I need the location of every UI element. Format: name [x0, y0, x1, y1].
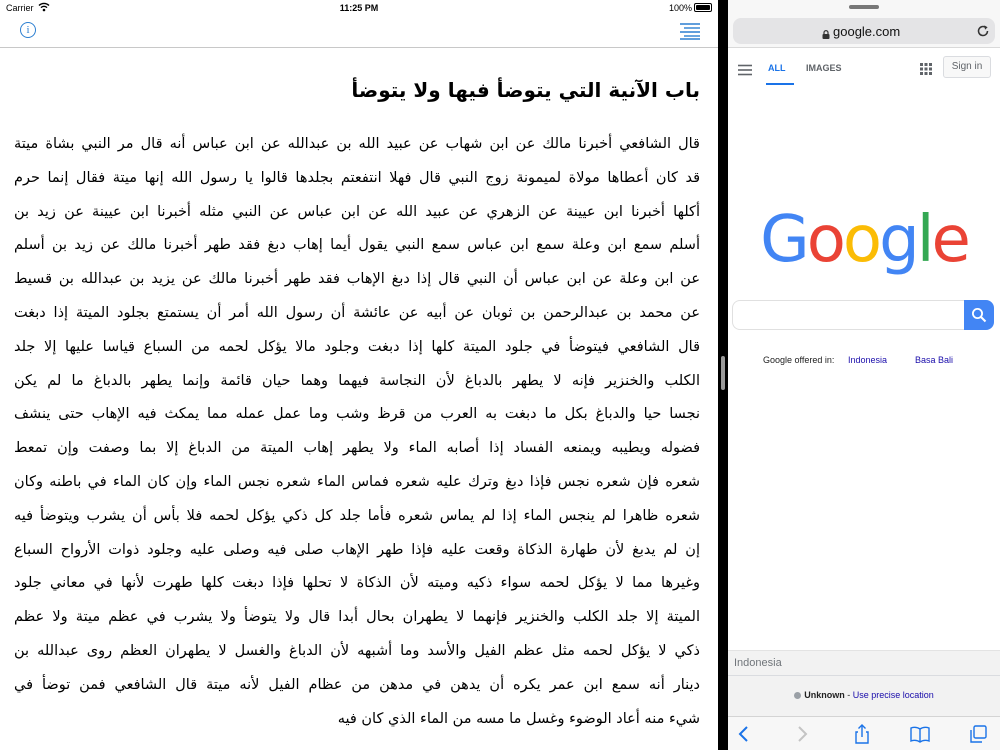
text-line: شيء منه أعاد الوضوء وغسل ما مسه من الماء الذي كان فيه: [337, 710, 700, 727]
info-icon[interactable]: i: [20, 22, 36, 38]
battery-percent: 100%: [668, 3, 692, 13]
clock: 11:25 PM: [339, 3, 379, 13]
split-view-handle[interactable]: [721, 356, 725, 390]
tab-all[interactable]: ALL: [768, 63, 786, 73]
apps-grid-icon[interactable]: [920, 62, 932, 74]
tabs-icon[interactable]: [968, 724, 988, 744]
text-line: وغيرها مما لا يؤكل لحمه سواء ذكيه وميته لأن الذكاة لا تحلها فإذا دبغت كلها طهرت لأنها في معاني جلود: [14, 575, 700, 592]
location-status: Unknown: [804, 690, 845, 700]
text-line: نجسا حيا والدباغ بكل ما دبغت به العرب من قرظ وشب وما عمل عمله مما يمكث فيه الإهاب حتى ينشف: [14, 406, 700, 423]
chevron-left-icon[interactable]: [734, 724, 754, 744]
navigation-bar: [0, 16, 718, 48]
chapter-content: [14, 70, 700, 736]
language-link-indonesia[interactable]: Indonesia: [848, 355, 888, 365]
offered-in-label: Google offered in:: [763, 355, 835, 365]
text-line: أسلم سمع ابن وعلة سمع ابن عباس سمع النبي يقول أيما إهاب دبغ فقد طهر أخبرنا مالك عن زيد بن أسلم: [14, 237, 700, 254]
table-of-contents-icon[interactable]: [678, 22, 702, 40]
google-search-input[interactable]: [732, 300, 964, 330]
text-line: عن ابن وعلة عن ابن عباس أن النبي قال إذا دبغ الإهاب فقد طهر أخبرنا مالك عن يزيد بن عبدالله بن قسيط: [14, 271, 700, 288]
text-line: قال الشافعي فيتوضأ في جلود الميتة كلها إذا دبغت وجلود مالا يؤكل لحمه من السباع قياسا عليها إلا جلد: [14, 338, 700, 355]
text-line: الكلب والخنزير فإنه لا يطهر بالدباغ لأن النجاسة فيهما وهما حيان قائمة وإنما يطهر بالدباغ ما لم يكن: [14, 372, 700, 389]
safari-toolbar: [728, 716, 1000, 750]
safari-browser: [728, 0, 1000, 750]
share-icon[interactable]: [852, 724, 872, 744]
location-dot-icon: [794, 692, 801, 699]
text-line: شعره فإن شعره نجس فإذا دبغ وترك عليه شعره فماس الماء شعره نجس الماء وإن كان الماء في باطنه وكان: [14, 473, 700, 490]
location-separator: -: [844, 690, 853, 700]
text-line: دينار أنه سمع ابن عمر يكره أن يدهن في مدهن من عظام الفيل لأنه ميتة قال الشافعي فمن توضأ في: [14, 676, 700, 693]
footer-divider: [728, 675, 1000, 676]
search-icon: [971, 307, 987, 323]
logo-letter: o: [806, 203, 843, 277]
text-line: إن لم يدبغ لأن طهارة الذكاة وقعت عليه فإذا طهر الإهاب صلى فيه وصلى عليه وجلود ذوات الأرواح السباع: [14, 541, 700, 558]
book-icon[interactable]: [910, 724, 930, 744]
window-grabber[interactable]: [849, 5, 879, 9]
lock-icon: [822, 26, 830, 35]
text-line: فضوله ويطيبه ويمنعه الفساد إذا أصابه الماء ولا يطهر إهاب الميتة من الدباغ إلا بما وصفت وإن تمعط: [14, 440, 700, 457]
chevron-right-icon[interactable]: [792, 724, 812, 744]
text-line: شعره ظاهرا لم ينجس الماء إذا لم يماس شعره فأما جلد كل ذكي يؤكل لحمه فلا بأس أن يشرب ويتوضأ فيه: [14, 507, 700, 524]
text-line: أكلها أخبرنا ابن عيينة عن الزهري عن عبيد الله عن ابن عباس عن النبي مثله أخبرنا ابن عيينة عن زيد بن: [14, 203, 700, 220]
google-header: [728, 48, 1000, 88]
chapter-title: باب الآنية التي يتوضأ فيها ولا يتوضأ: [351, 78, 700, 102]
text-line: قد كان أعطاها مولاة لميمونة زوج النبي قال فهلا انتفعتم بجلدها قالوا يا رسول الله إنها ميتة فقال إنما حرم: [14, 169, 700, 186]
footer-location: [728, 690, 1000, 700]
reload-icon[interactable]: [976, 24, 990, 38]
carrier-label: Carrier: [6, 3, 34, 13]
tab-images[interactable]: IMAGES: [806, 63, 842, 73]
use-precise-location-link[interactable]: Use precise location: [852, 690, 934, 700]
text-line: ذكي لا يؤكل لحمه مثل عظم الفيل والأسد وما أشبهه لأن الدباغ والغسل لا يطهران العظم روى عبدالله بن: [14, 642, 700, 659]
text-line: قال الشافعي أخبرنا مالك عن ابن شهاب عن عبيد الله بن عبدالله عن ابن عباس أنه قال مر النبي بشاة ميتة: [14, 136, 700, 152]
language-link-basa-bali[interactable]: Basa Bali: [915, 355, 954, 365]
safari-top-bar: [728, 0, 1000, 48]
status-bar: [0, 0, 718, 16]
active-tab-indicator: [766, 83, 794, 85]
footer-country: Indonesia: [734, 657, 782, 669]
hamburger-menu-icon[interactable]: [738, 63, 752, 75]
battery-icon: [694, 3, 712, 12]
google-footer: [728, 650, 1000, 716]
text-line: الميتة إلا جلد الكلب والخنزير فإنهما لا يطهران بحال أبدا قال ولا يتوضأ ولا يشرب في عظم ميتة ولا عظم: [14, 609, 700, 626]
logo-letter: G: [760, 203, 807, 277]
text-line: عن محمد بن عبدالرحمن بن ثوبان عن أبيه عن عائشة أن رسول الله أمر أن يستمتع بجلود الميتة إذا دبغت: [14, 304, 700, 321]
google-logo: [728, 200, 1000, 280]
logo-letter: e: [931, 203, 968, 277]
chapter-body: [14, 128, 700, 736]
sign-in-button[interactable]: Sign in: [943, 56, 991, 78]
logo-letter: l: [916, 203, 932, 277]
address-bar[interactable]: [733, 18, 995, 44]
logo-letter: o: [842, 203, 880, 277]
logo-letter: g: [879, 203, 917, 277]
search-button[interactable]: [964, 300, 994, 330]
url-text: google.com: [833, 24, 901, 39]
